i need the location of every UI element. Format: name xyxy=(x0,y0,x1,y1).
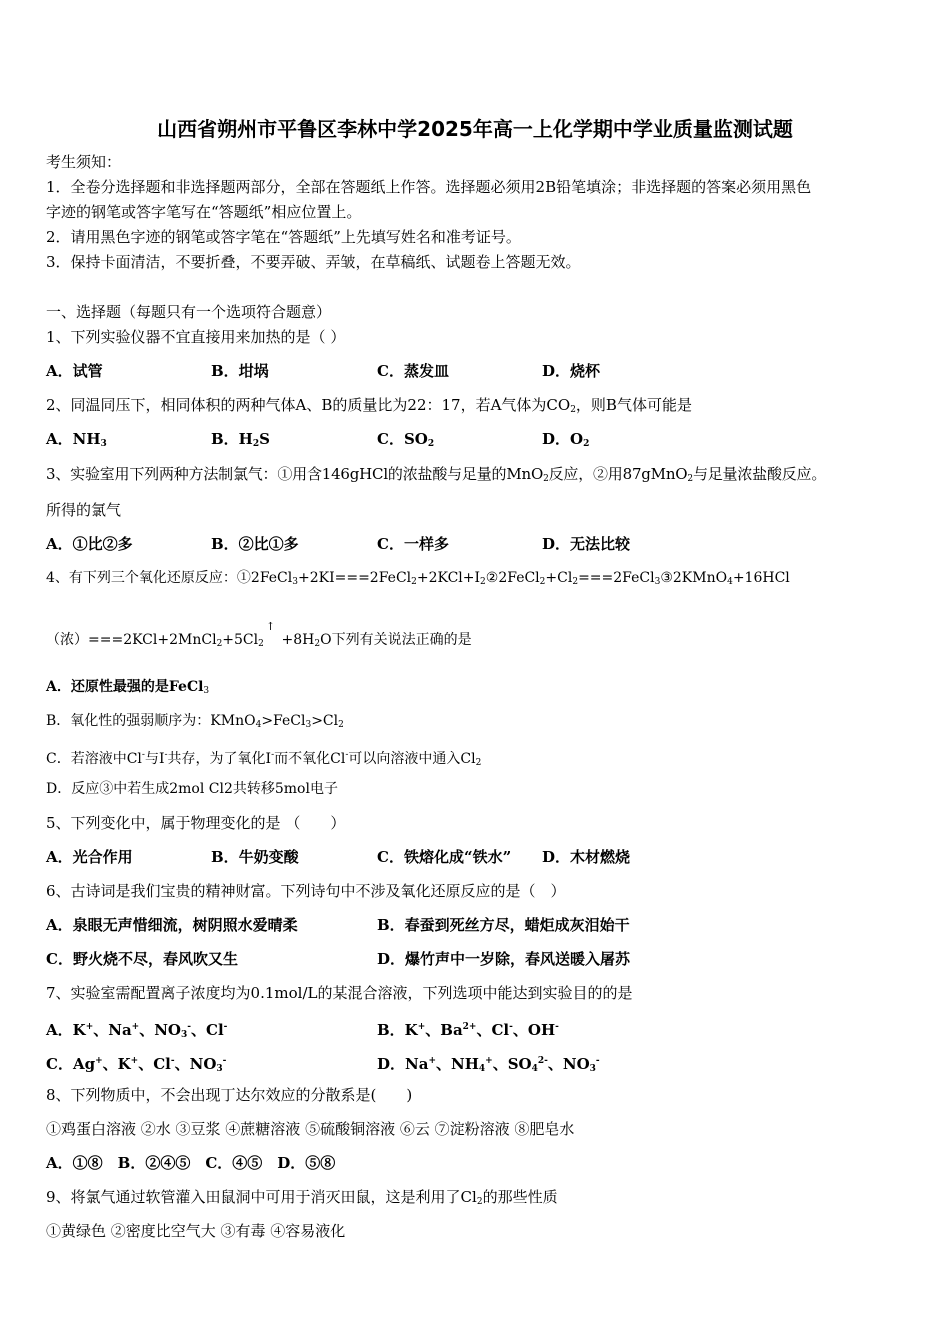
q5-option-a: A．光合作用 xyxy=(46,848,133,866)
notice-item-3: 3．保持卡面清洁，不要折叠，不要弄破、弄皱，在草稿纸、试题卷上答题无效。 xyxy=(46,253,581,271)
question-8-list: ①鸡蛋白溶液 ②水 ③豆浆 ④蔗糖溶液 ⑤硫酸铜溶液 ⑥云 ⑦淀粉溶液 ⑧肥皂水 xyxy=(46,1120,575,1138)
question-1-stem: 1、下列实验仪器不宜直接用来加热的是（ ） xyxy=(46,328,346,346)
q1-option-b: B．坩埚 xyxy=(211,362,269,380)
question-9-list: ①黄绿色 ②密度比空气大 ③有毒 ④容易液化 xyxy=(46,1222,346,1240)
question-4-stem: 4、有下列三个氧化还原反应：$①2FeCl_3+2KI===2FeCl_2+2KCl+I_2②2FeCl_2+Cl_2===2FeCl_3③2KMnO_4+16HCl$ xyxy=(46,570,790,587)
q7-option-a: A．K+、Na+、$NO_3^-$、Cl- xyxy=(46,1021,228,1040)
q5-option-c: C．铁熔化成“铁水” xyxy=(377,848,512,866)
q7-option-c: C．Ag+、K+、Cl-、$NO_3^-$ xyxy=(46,1055,227,1074)
q6-option-b: B．春蚕到死丝方尽，蜡炬成灰泪始干 xyxy=(377,916,630,934)
q2-option-c: C．$SO_2$ xyxy=(377,430,435,449)
q4-option-b: B．氧化性的强弱顺序为：$KMnO_4>FeCl_3>Cl_2$ xyxy=(46,713,344,730)
notice-item-1: 1．全卷分选择题和非选择题两部分，全部在答题纸上作答。选择题必须用2B铅笔填涂；非选择题的答案必须用黑色 xyxy=(46,178,812,196)
q5-option-b: B．牛奶变酸 xyxy=(211,848,299,866)
q1-option-c: C．蒸发皿 xyxy=(377,362,449,380)
q4-option-d: D．反应③中若生成2mol Cl2共转移5mol电子 xyxy=(46,781,338,797)
q2-option-a: A．$NH_3$ xyxy=(46,430,107,449)
q3-option-c: C．一样多 xyxy=(377,535,449,553)
q3-option-b: B．②比①多 xyxy=(211,535,299,553)
q6-option-c: C．野火烧不尽，春风吹又生 xyxy=(46,950,238,968)
q8-options: A．①⑧ B．②④⑤ C．④⑤ D．⑤⑧ xyxy=(46,1154,336,1172)
q2-option-b: B．$H_2S$ xyxy=(211,430,270,449)
q6-option-d: D．爆竹声中一岁除，春风送暖入屠苏 xyxy=(377,950,631,968)
question-3-stem: 3、实验室用下列两种方法制氯气：①用含146gHCl的浓盐酸与足量的MnO$_2$反应，②用87gMnO$_2$与足量浓盐酸反应。 xyxy=(46,465,827,484)
q1-option-d: D．烧杯 xyxy=(542,362,601,380)
q5-option-d: D．木材燃烧 xyxy=(542,848,631,866)
notice-item-2: 2．请用黑色字迹的钢笔或答字笔在“答题纸”上先填写姓名和准考证号。 xyxy=(46,228,521,246)
q3-option-d: D．无法比较 xyxy=(542,535,631,553)
question-2-stem: 2、同温同压下，相同体积的两种气体A、B的质量比为22：17，若A气体为$CO_2$，则B气体可能是 xyxy=(46,396,692,415)
q2-option-d: D．$O_2$ xyxy=(542,430,590,449)
notice-heading: 考生须知： xyxy=(46,153,122,171)
question-7-stem: 7、实验室需配置离子浓度均为0.1mol/L的某混合溶液，下列选项中能达到实验目的的是 xyxy=(46,984,633,1002)
question-8-stem: 8、下列物质中，不会出现丁达尔效应的分散系是( ) xyxy=(46,1086,413,1104)
section-heading: 一、选择题（每题只有一个选项符合题意） xyxy=(46,303,332,321)
q7-option-b: B．K+、$Ba^{2+}$、Cl-、OH- xyxy=(377,1021,559,1039)
question-4-stem-cont: （浓）$===2KCl+2MnCl_2+5Cl_2^↑ +8H_2O$下列有关说法正确的是 xyxy=(46,620,472,649)
q3-option-a: A．①比②多 xyxy=(46,535,133,553)
q4-option-a: A．还原性最强的是FeCl$_3$ xyxy=(46,679,210,696)
question-5-stem: 5、下列变化中，属于物理变化的是 （ ） xyxy=(46,814,346,832)
question-9-stem: 9、将氯气通过软管灌入田鼠洞中可用于消灭田鼠，这是利用了$Cl_2$的那些性质 xyxy=(46,1188,558,1207)
q1-option-a: A．试管 xyxy=(46,362,103,380)
notice-item-1-cont: 字迹的钢笔或答字笔写在“答题纸”相应位置上。 xyxy=(46,203,362,221)
question-6-stem: 6、古诗词是我们宝贵的精神财富。下列诗句中不涉及氧化还原反应的是（ ） xyxy=(46,882,566,900)
question-3-stem-cont: 所得的氯气 xyxy=(46,501,122,519)
q7-option-d: D．Na+、$NH_4^+$、$SO_4^{2-}$、$NO_3^-$ xyxy=(377,1055,600,1074)
page-title: 山西省朔州市平鲁区李林中学2025年高一上化学期中学业质量监测试题 xyxy=(157,117,793,141)
gas-arrow-icon: ↑ xyxy=(265,620,276,633)
q6-option-a: A．泉眼无声惜细流，树阴照水爱晴柔 xyxy=(46,916,298,934)
q4-option-c: C．若溶液中Cl-与I-共存，为了氧化I-而不氧化Cl-可以向溶液中通入$Cl_2$ xyxy=(46,750,482,768)
